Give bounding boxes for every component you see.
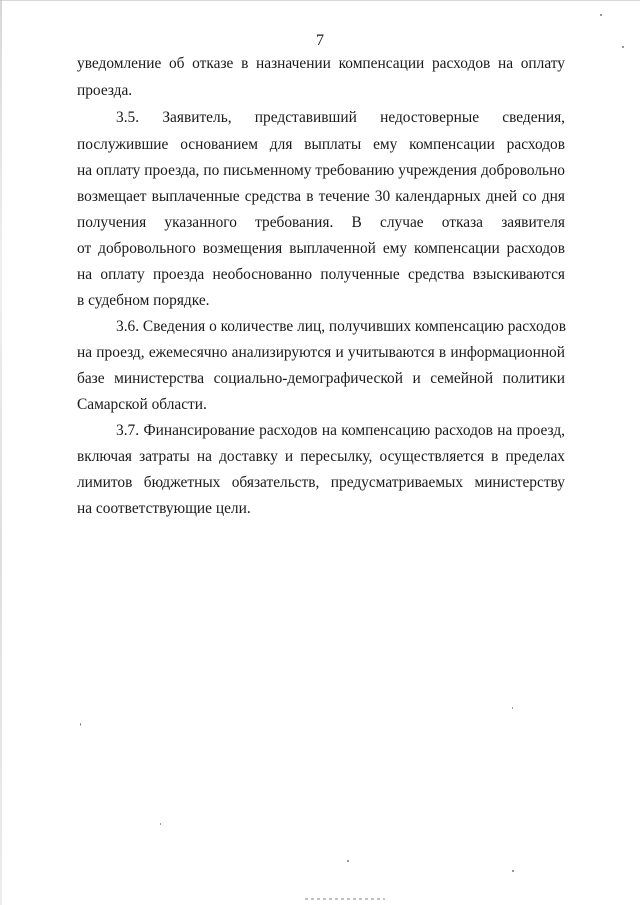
scan-speck — [80, 723, 81, 726]
text-line: на оплату проезда необоснованно полученные средства взыскиваются — [77, 266, 565, 283]
scan-speck — [512, 870, 514, 872]
text-line: лимитов бюджетных обязательств, предусматриваемых министерству — [77, 474, 565, 491]
text-line: от добровольного возмещения выплаченной ему компенсации расходов — [77, 240, 565, 257]
text-line: 3.5. Заявитель, представивший недостоверные сведения, — [116, 109, 565, 126]
text-line: проезда. — [77, 82, 133, 99]
text-line: послужившие основанием для выплаты ему компенсации расходов — [77, 136, 565, 153]
scan-speck — [622, 46, 624, 48]
text-line: на соответствующие цели. — [77, 500, 251, 517]
text-line: возмещает выплаченные средства в течение 30 календарных дней со дня — [77, 188, 565, 205]
text-line: на оплату проезда, по письменному требованию учреждения добровольно — [77, 162, 565, 179]
scan-left-edge — [0, 0, 2, 905]
scan-bottom-marks — [305, 898, 385, 900]
text-line: включая затраты на доставку и пересылку, осуществляется в пределах — [77, 448, 565, 465]
scan-speck — [600, 14, 602, 16]
scan-speck — [512, 707, 513, 709]
text-line: получения указанного требования. В случае отказа заявителя — [77, 214, 565, 231]
text-line: уведомление об отказе в назначении компенсации расходов на оплату — [77, 55, 565, 72]
page-number: 7 — [316, 32, 324, 49]
text-line: базе министерства социально-демографической и семейной политики — [77, 370, 565, 387]
text-line: 3.6. Сведения о количестве лиц, получивших компенсацию расходов — [116, 318, 567, 335]
scan-speck — [347, 860, 349, 862]
text-line: на проезд, ежемесячно анализируются и учитываются в информационной — [77, 344, 565, 361]
text-line: 3.7. Финансирование расходов на компенсацию расходов на проезд, — [116, 422, 565, 439]
scan-speck — [160, 823, 161, 825]
text-line: в судебном порядке. — [77, 292, 210, 309]
text-line: Самарской области. — [77, 396, 207, 413]
scan-top-edge — [0, 0, 640, 1]
